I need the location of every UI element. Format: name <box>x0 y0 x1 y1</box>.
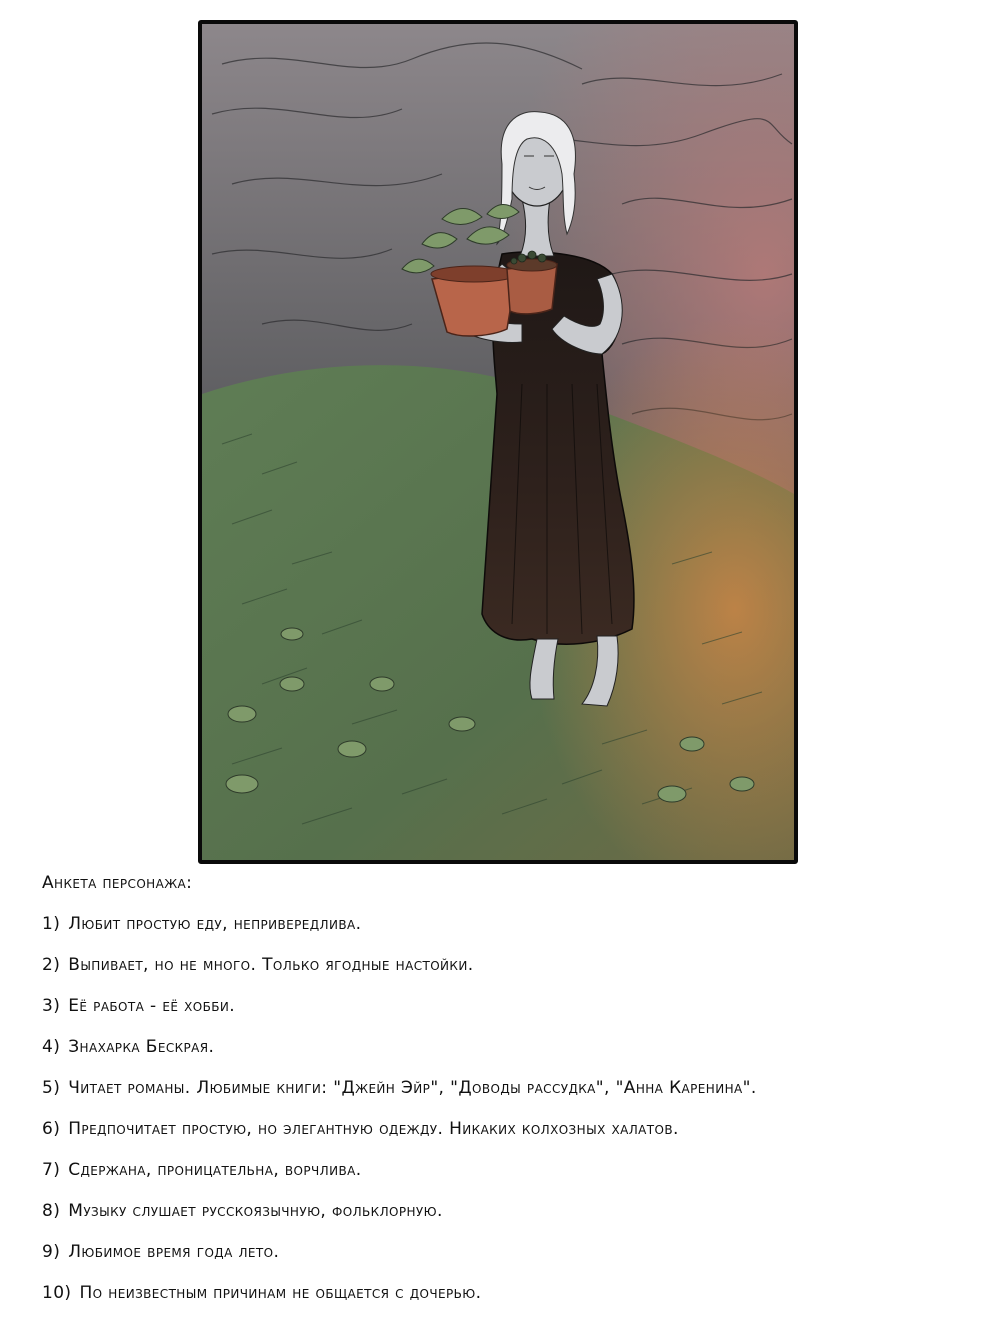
item-text: Знахарка Бескрая. <box>68 1037 215 1057</box>
list-item <box>42 993 972 1019</box>
list-item <box>42 1157 972 1183</box>
list-item <box>42 911 972 937</box>
item-text: Любит простую еду, неприверeдлива. <box>68 914 362 934</box>
item-text: Читает романы. Любимые книги: "Джейн Эйр", "Доводы рассудка", "Анна Каренина". <box>68 1078 757 1098</box>
list-item <box>42 1239 972 1265</box>
comic-panel <box>198 20 798 864</box>
item-text: Сдержана, проницательна, ворчлива. <box>68 1160 362 1180</box>
item-number: 8) <box>42 1201 61 1221</box>
item-text: Музыку слушает русскоязычную, фольклорную. <box>68 1201 443 1221</box>
item-number: 9) <box>42 1242 61 1262</box>
item-number: 7) <box>42 1160 61 1180</box>
character-sheet-title: Анкета персонажа: <box>42 873 193 893</box>
item-text: Предпочитает простую, но элегантную одежду. Никаких колхозных халатов. <box>68 1119 679 1139</box>
item-text: Её работа - её хобби. <box>68 996 236 1016</box>
item-number: 2) <box>42 955 61 975</box>
list-item <box>42 1116 972 1142</box>
item-number: 4) <box>42 1037 61 1057</box>
character-sheet-list <box>42 911 972 1306</box>
item-text: Любимое время года лето. <box>68 1242 280 1262</box>
item-number: 1) <box>42 914 61 934</box>
list-item <box>42 1075 972 1101</box>
character-sheet <box>42 870 972 1321</box>
list-item <box>42 1034 972 1060</box>
item-text: Выпивает, но не много. Только ягодные настойки. <box>68 955 474 975</box>
item-number: 3) <box>42 996 61 1016</box>
item-number: 6) <box>42 1119 61 1139</box>
list-item <box>42 952 972 978</box>
item-number: 5) <box>42 1078 61 1098</box>
list-item <box>42 1198 972 1224</box>
list-item <box>42 1280 972 1306</box>
item-number: 10) <box>42 1283 72 1303</box>
old-woman-illustration <box>202 24 794 860</box>
item-text: По неизвестным причинам не общается с дочерью. <box>79 1283 482 1303</box>
